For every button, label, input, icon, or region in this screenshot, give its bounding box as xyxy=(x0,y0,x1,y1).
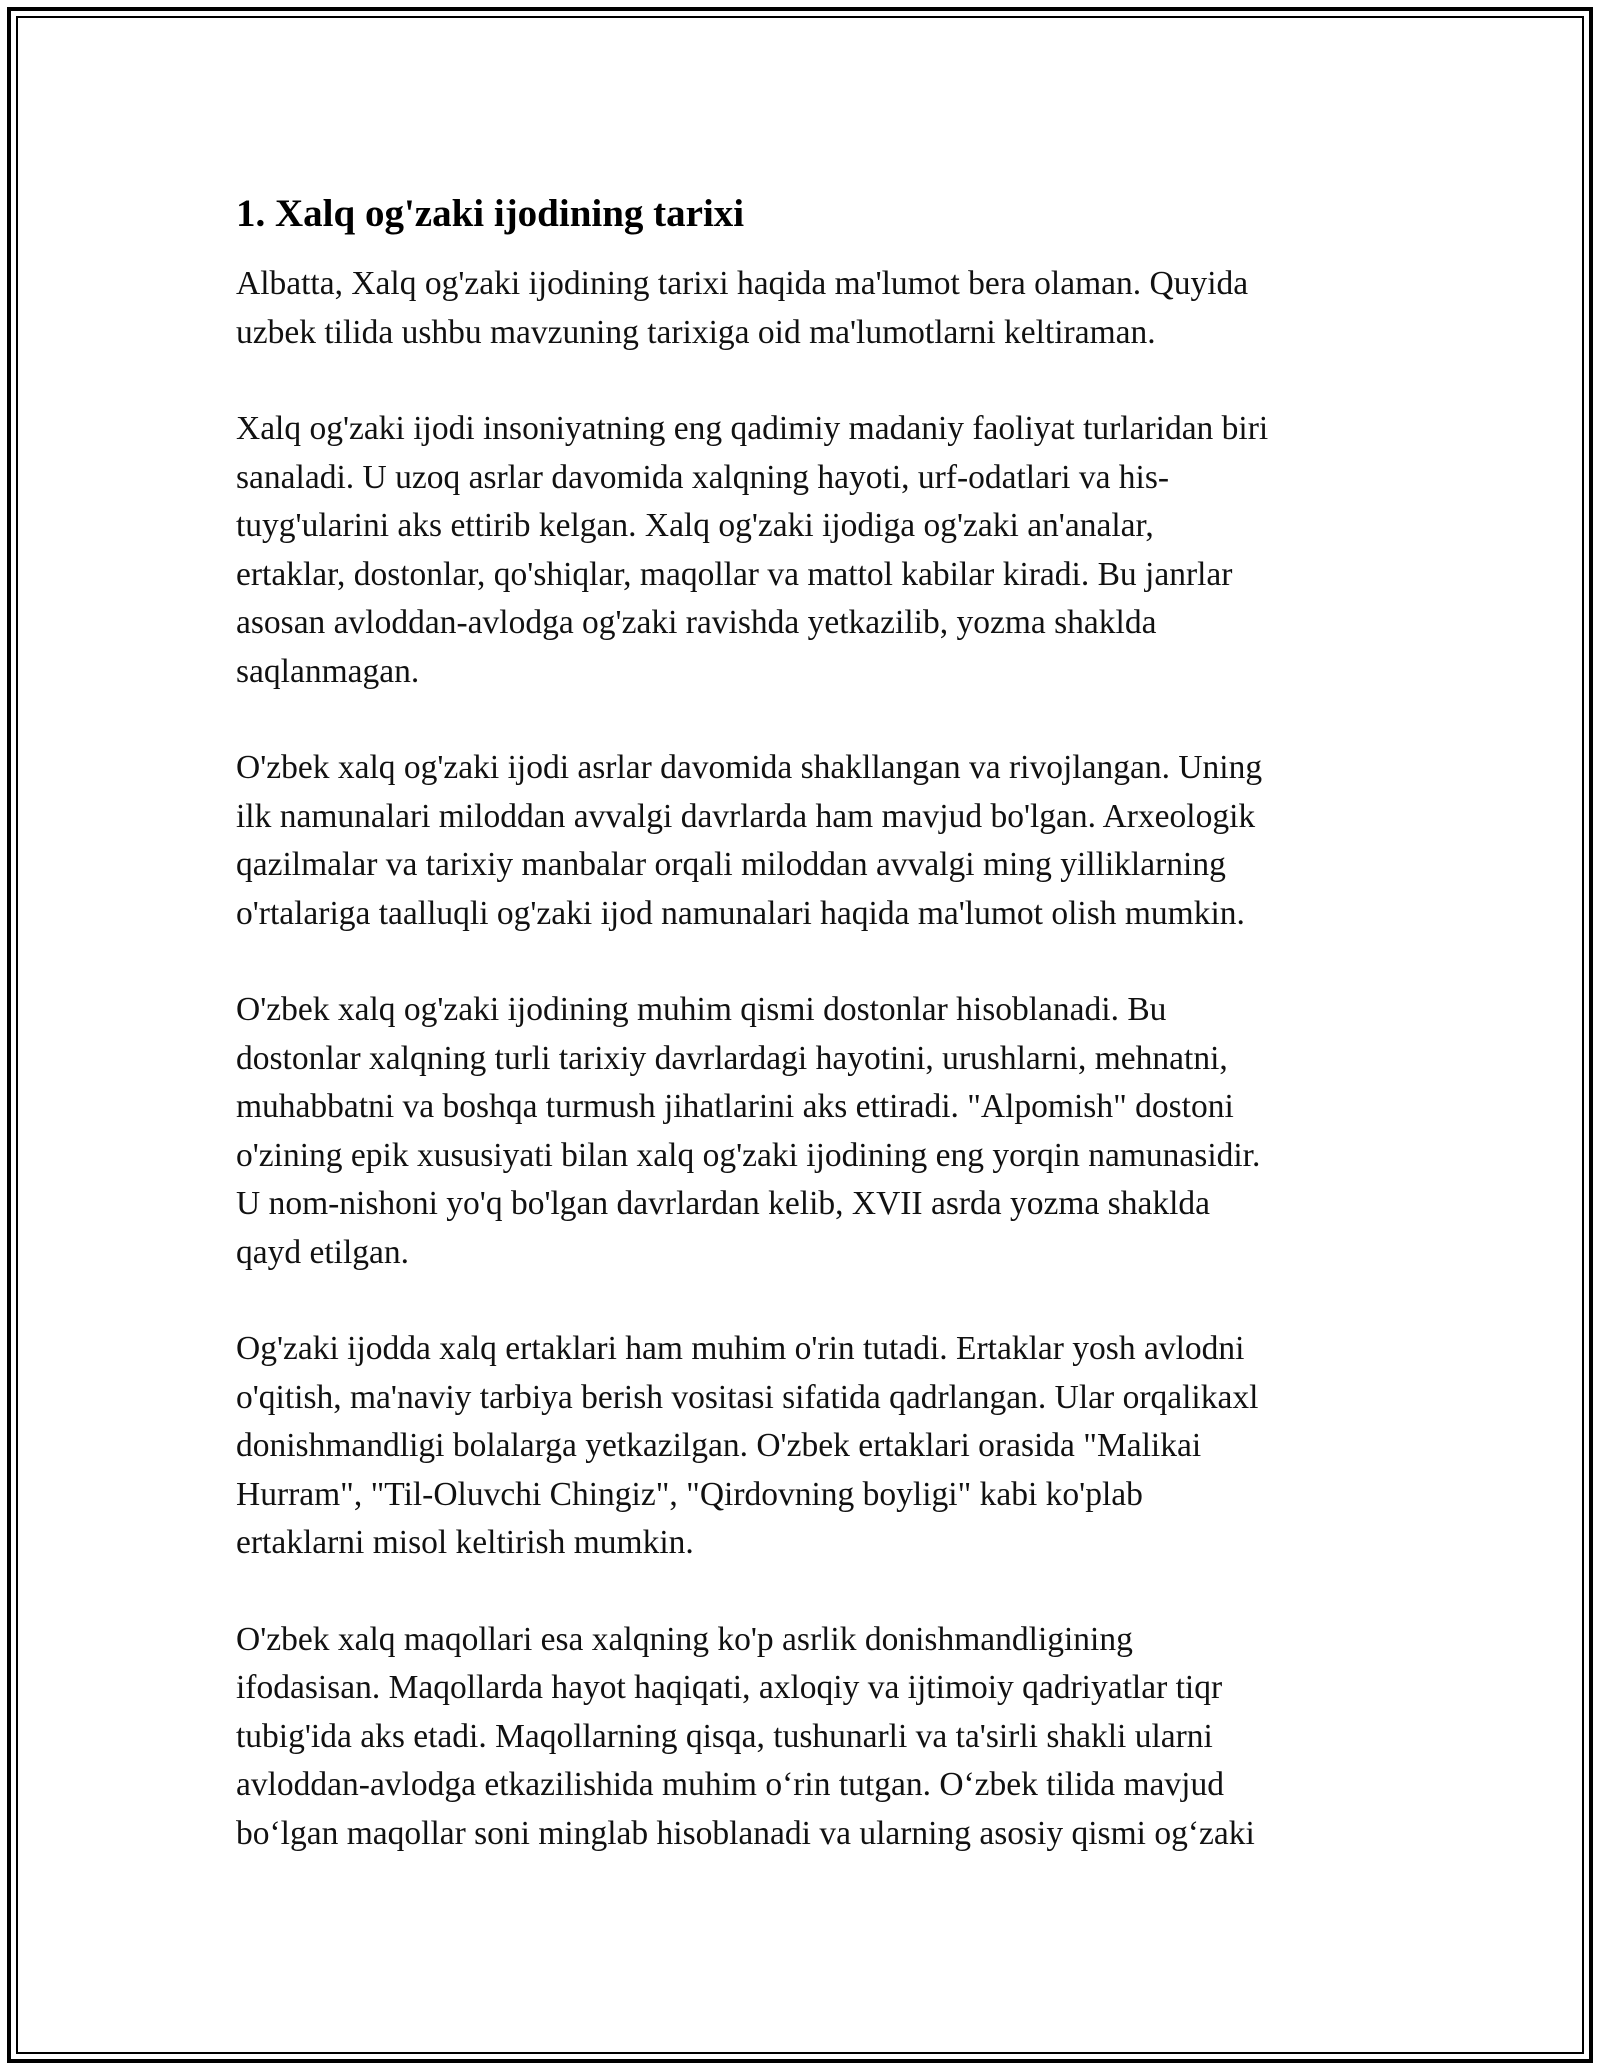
paragraph-intro: Albatta, Xalq og'zaki ijodining tarixi haqida ma'lumot bera olaman. Quyida uzbek tilida ushbu mavzuning tarixiga oid ma'lumotlarni keltiraman. xyxy=(236,265,1249,351)
paragraph-uzbek-history: O'zbek xalq og'zaki ijodi asrlar davomida shakllangan va rivojlangan. Uning ilk namunalari miloddan avvalgi davrlarda ham mavjud bo'lgan. Arxeologik qazilmalar va tarixiy manbalar orqali miloddan avvalgi ming yilliklarning o'rtalariga taalluqli og'zaki ijod namunalari haqida ma'lumot olish mumkin. xyxy=(236,749,1263,932)
document-body xyxy=(236,190,1371,1906)
paragraph-folk-tales: Og'zaki ijodda xalq ertaklari ham muhim o'rin tutadi. Ertaklar yosh avlodni o'qitish, ma'naviy tarbiya berish vositasi sifatida qadrlangan. Ular orqalikaxl donishmandligi bolalarga yetkazilgan. O'zbek ertaklari orasida "Malikai Hurram", "Til-Oluvchi Chingiz", "Qirdovning boyligi" kabi ko'plab ertaklarni misol keltirish mumkin. xyxy=(236,1330,1259,1561)
section-heading: 1. Xalq og'zaki ijodining tarixi xyxy=(236,192,745,235)
paragraph-oral-creativity: Xalq og'zaki ijodi insoniyatning eng qadimiy madaniy faoliyat turlaridan biri sanaladi. U uzoq asrlar davomida xalqning hayoti, urf-odatlari va his- tuyg'ularini aks ettirib kelgan. Xalq og'zaki ijodiga og'zaki an'analar, ertaklar, dostonlar, qo'shiqlar, maqollar va mattol kabilar kiradi. Bu janrlar asosan avloddan-avlodga og'zaki ravishda yetkazilib, yozma shaklda saqlanmagan. xyxy=(236,410,1269,690)
paragraph-proverbs: O'zbek xalq maqollari esa xalqning ko'p asrlik donishmandligining ifodasisan. Maqollarda hayot haqiqati, axloqiy va ijtimoiy qadriyatlar tiqr tubig'ida aks etadi. Maqollarning qisqa, tushunarli va ta'sirli shakli ularni avloddan-avlodga etkazilishida muhim o‘rin tutgan. O‘zbek tilida mavjud bo‘lgan maqollar soni minglab hisoblanadi va ularning asosiy qismi og‘zaki xyxy=(236,1620,1255,1852)
paragraph-dastans: O'zbek xalq og'zaki ijodining muhim qismi dostonlar hisoblanadi. Bu dostonlar xalqning turli tarixiy davrlardagi hayotini, urushlarni, mehnatni, muhabbatni va boshqa turmush jihatlarini aks ettiradi. "Alpomish" dostoni o'zining epik xususiyati bilan xalq og'zaki ijodining eng yorqin namunasidir. U nom-nishoni yo'q bo'lgan davrlardan kelib, XVII asrda yozma shaklda qayd etilgan. xyxy=(236,991,1261,1271)
